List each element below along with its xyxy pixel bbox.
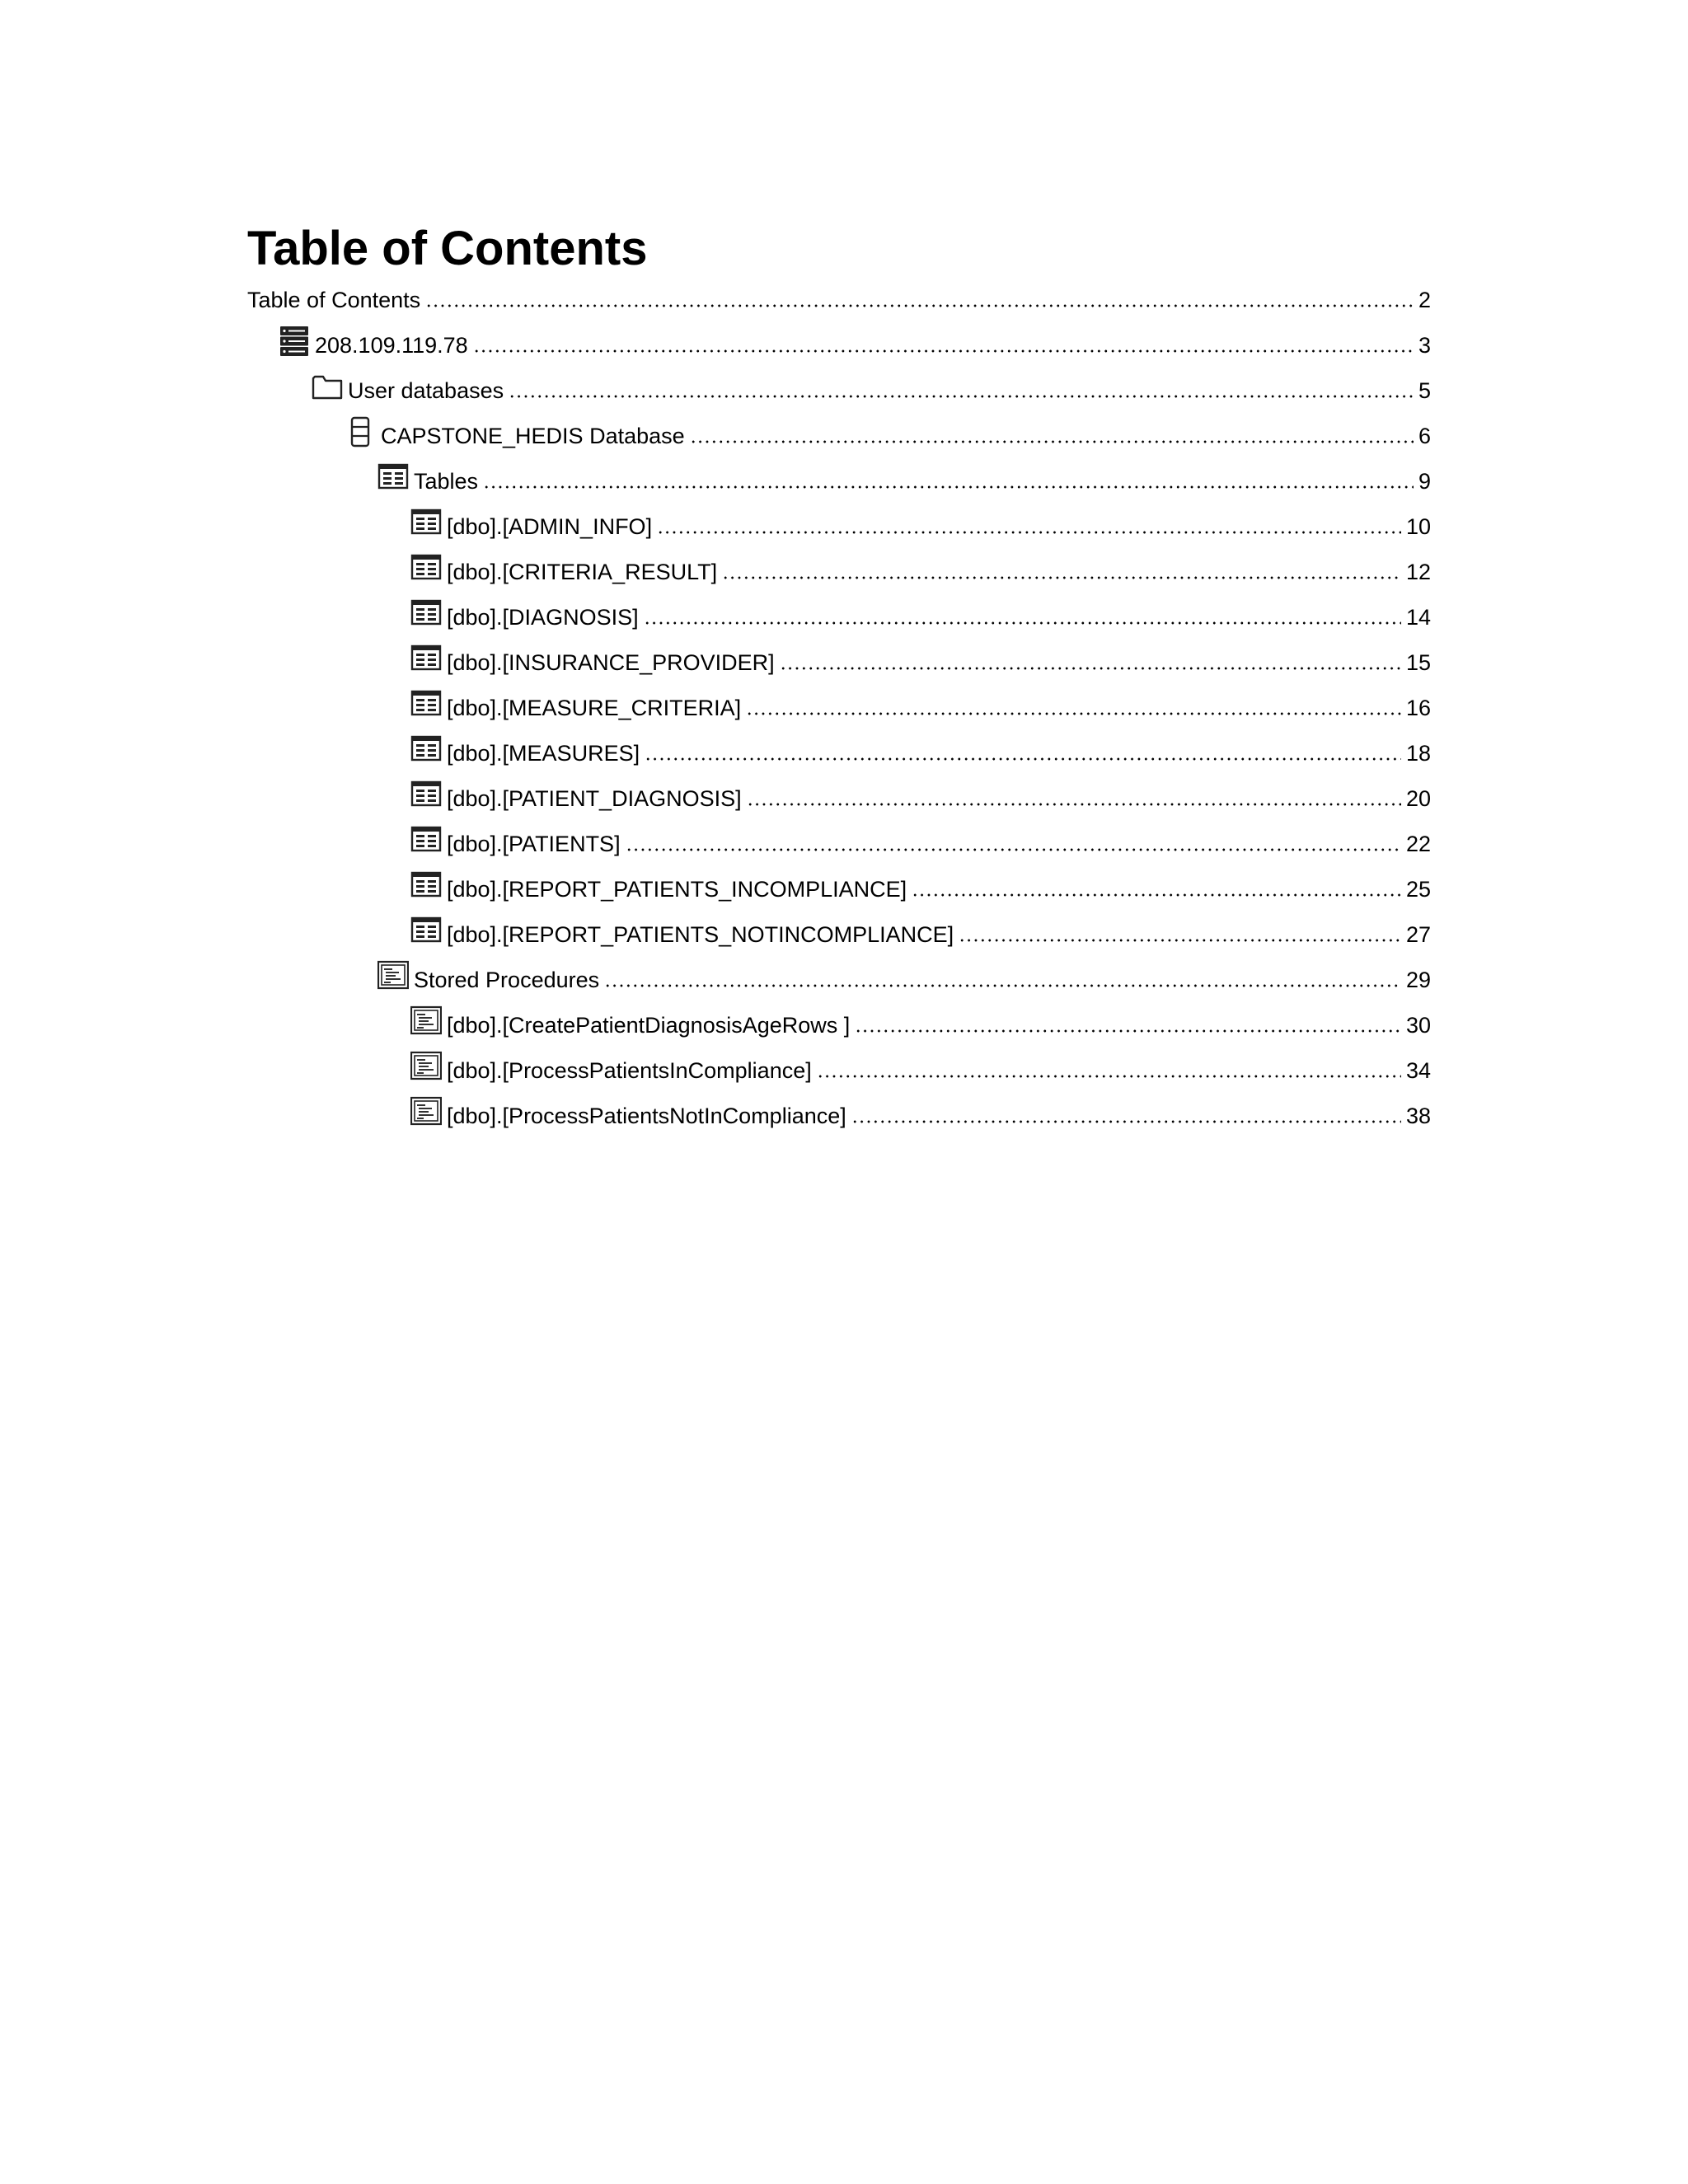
table-icon (410, 824, 442, 855)
dot-leader (509, 395, 1414, 398)
table-icon (410, 733, 442, 765)
dot-leader (722, 576, 1401, 579)
dot-leader (746, 712, 1401, 715)
toc-entry-page-number: 6 (1418, 424, 1431, 448)
dot-leader (690, 440, 1414, 443)
toc-entry-label: User databases (348, 378, 504, 403)
table-icon (410, 598, 442, 629)
dot-leader (817, 1075, 1401, 1078)
table-icon (410, 779, 442, 810)
dot-leader (626, 848, 1401, 851)
toc-entry-label: [dbo].[CRITERIA_RESULT] (447, 560, 718, 584)
toc-entry-label: [dbo].[ProcessPatientsNotInCompliance] (447, 1104, 846, 1128)
toc-entry-page-number: 9 (1418, 469, 1431, 494)
toc-entry-label: [dbo].[DIAGNOSIS] (447, 605, 639, 630)
database-icon (345, 416, 376, 448)
toc-entry[interactable] (410, 730, 1431, 766)
table-icon (410, 869, 442, 901)
dot-leader (644, 621, 1401, 625)
toc-entry-page-number: 2 (1418, 288, 1431, 312)
toc-entry-label: [dbo].[PATIENT_DIAGNOSIS] (447, 786, 742, 811)
dot-leader (604, 984, 1401, 987)
dot-leader (473, 349, 1414, 353)
folder-icon (312, 371, 343, 402)
toc-entry[interactable] (410, 1002, 1431, 1038)
toc-entry-page-number: 25 (1405, 877, 1431, 902)
server-icon (279, 326, 310, 357)
toc-entry-label: [dbo].[ProcessPatientsInCompliance] (447, 1058, 812, 1083)
toc-entry-label: Stored Procedures (414, 968, 600, 992)
toc-entry-page-number: 30 (1405, 1013, 1431, 1038)
toc-entry-page-number: 29 (1405, 968, 1431, 992)
toc-entry-label: [dbo].[MEASURE_CRITERIA] (447, 696, 742, 720)
stored-procedure-icon (410, 1005, 442, 1037)
toc-entry-page-number: 34 (1405, 1058, 1431, 1083)
table-icon (410, 688, 442, 719)
toc-entry-label: [dbo].[REPORT_PATIENTS_NOTINCOMPLIANCE] (447, 922, 954, 947)
toc-entry-label: [dbo].[PATIENTS] (447, 832, 621, 856)
toc-entry[interactable] (247, 277, 1431, 313)
toc-entry[interactable] (312, 368, 1431, 404)
toc-entry[interactable] (410, 549, 1431, 585)
toc-entry-page-number: 16 (1405, 696, 1431, 720)
toc-entry[interactable] (410, 640, 1431, 676)
toc-entry[interactable] (410, 866, 1431, 902)
dot-leader (851, 1120, 1401, 1123)
dot-leader (483, 485, 1414, 489)
toc-entry[interactable] (279, 322, 1431, 359)
toc-entry-page-number: 5 (1418, 378, 1431, 403)
dot-leader (657, 531, 1401, 534)
toc-entry-label: Tables (414, 469, 479, 494)
stored-procedure-icon (410, 1051, 442, 1082)
toc-entry-label: Table of Contents (247, 288, 421, 312)
toc-entry-label: [dbo].[REPORT_PATIENTS_INCOMPLIANCE] (447, 877, 907, 902)
toc-entry-page-number: 15 (1405, 650, 1431, 675)
stored-procedure-icon (377, 960, 409, 991)
toc-entry[interactable] (410, 1093, 1431, 1129)
table-icon (410, 643, 442, 674)
toc-entry[interactable] (410, 594, 1431, 630)
toc-entry[interactable] (410, 912, 1431, 948)
dot-leader (747, 803, 1401, 806)
toc-entry-label: [dbo].[ADMIN_INFO] (447, 514, 653, 539)
toc-entry-page-number: 22 (1405, 832, 1431, 856)
toc-entry[interactable] (377, 957, 1431, 993)
toc-entry[interactable] (345, 413, 1431, 449)
dot-leader (425, 304, 1414, 307)
toc-entry-page-number: 14 (1405, 605, 1431, 630)
toc-entry-page-number: 3 (1418, 333, 1431, 358)
toc-entry-page-number: 10 (1405, 514, 1431, 539)
table-icon (410, 507, 442, 538)
toc-entry-label: [dbo].[INSURANCE_PROVIDER] (447, 650, 775, 675)
toc-entry-label: [dbo].[CreatePatientDiagnosisAgeRows ] (447, 1013, 851, 1038)
toc-entry[interactable] (410, 504, 1431, 540)
toc-entry-label: [dbo].[MEASURES] (447, 741, 640, 766)
toc-entry-label: 208.109.119.78 (315, 333, 468, 358)
toc-entry-page-number: 12 (1405, 560, 1431, 584)
toc-entry[interactable] (410, 821, 1431, 857)
toc-entry-page-number: 18 (1405, 741, 1431, 766)
dot-leader (959, 939, 1401, 942)
table-icon (410, 552, 442, 583)
toc-entry[interactable] (410, 685, 1431, 721)
stored-procedure-icon (410, 1096, 442, 1127)
toc-entry-page-number: 27 (1405, 922, 1431, 947)
toc-entry-page-number: 20 (1405, 786, 1431, 811)
table-icon (377, 462, 409, 493)
dot-leader (645, 757, 1401, 761)
toc-entry[interactable] (410, 776, 1431, 812)
dot-leader (780, 667, 1401, 670)
dot-leader (855, 1029, 1401, 1033)
table-icon (410, 915, 442, 946)
page-title: Table of Contents (247, 222, 648, 275)
dot-leader (912, 893, 1401, 897)
toc-entry-page-number: 38 (1405, 1104, 1431, 1128)
toc-entry[interactable] (377, 458, 1431, 494)
toc-entry-label: CAPSTONE_HEDIS Database (381, 424, 685, 448)
toc-entry[interactable] (410, 1047, 1431, 1084)
